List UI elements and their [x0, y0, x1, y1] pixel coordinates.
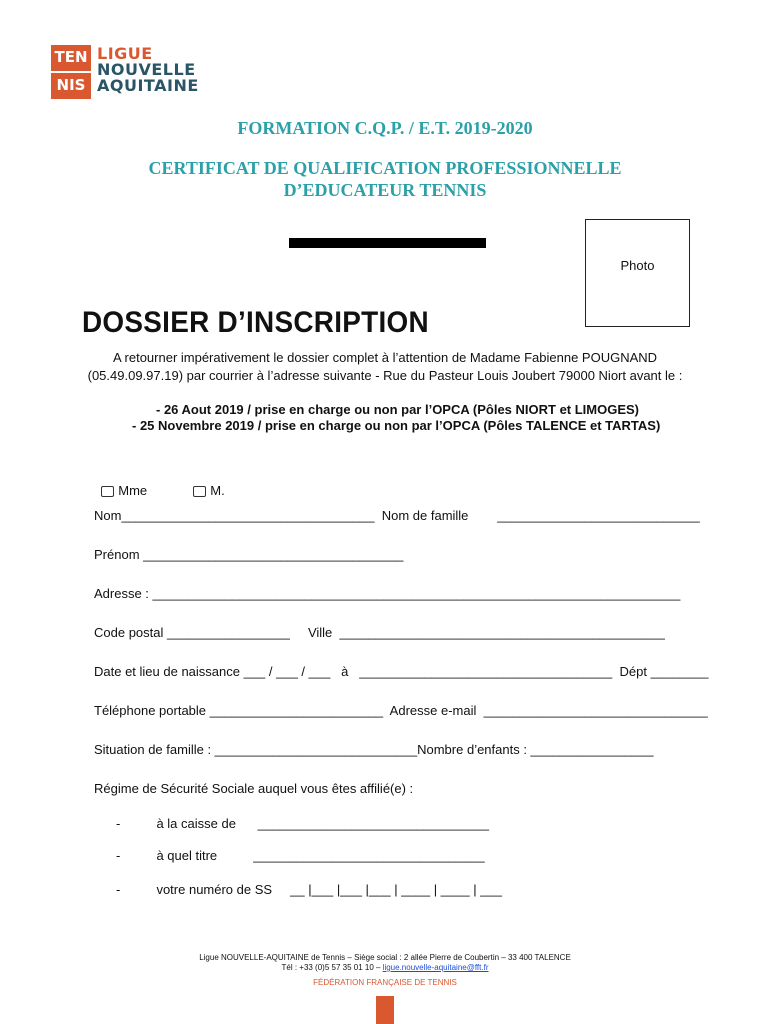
deadline-1: - 26 Aout 2019 / prise en charge ou non par l’OPCA (Pôles NIORT et LIMOGES) — [156, 402, 640, 417]
page-title: DOSSIER D’INSCRIPTION — [82, 306, 429, 339]
adresse-field[interactable]: Adresse : _________________________________________________________________________ — [94, 586, 681, 601]
footer-email-link[interactable]: ligue.nouvelle-aquitaine@fft.fr — [382, 963, 489, 972]
certificate-title-line1: CERTIFICAT DE QUALIFICATION PROFESSIONNELLE — [148, 158, 622, 178]
titre-field[interactable]: - à quel titre ________________________________ — [116, 848, 485, 863]
photo-box[interactable] — [585, 219, 690, 327]
certificate-title-line2: D’EDUCATEUR TENNIS — [283, 180, 487, 200]
footer-contact — [0, 963, 770, 972]
m-label: M. — [210, 483, 225, 498]
nom-field[interactable]: Nom___________________________________ Nom de famille ____________________________ — [94, 508, 700, 523]
photo-label: Photo — [620, 258, 655, 273]
civility-mme[interactable] — [94, 468, 147, 498]
logo-badge — [51, 45, 91, 99]
logo-line-2: NOUVELLE — [97, 60, 196, 79]
mme-checkbox[interactable] — [101, 486, 114, 497]
deadline-2: - 25 Novembre 2019 / prise en charge ou non par l’OPCA (Pôles TALENCE et TARTAS) — [132, 418, 661, 433]
telephone-field[interactable]: Téléphone portable ________________________ Adresse e-mail _______________________________ — [94, 703, 708, 718]
logo-line-1: LIGUE — [97, 44, 153, 63]
logo-badge-top: TEN — [51, 45, 91, 73]
footer-address: Ligue NOUVELLE-AQUITAINE de Tennis – Siège social : 2 allée Pierre de Coubertin – 33 400 TALENCE — [199, 953, 571, 962]
footer-accent — [376, 996, 394, 1024]
formation-title: FORMATION C.Q.P. / E.T. 2019-2020 — [237, 118, 533, 138]
logo-line-3: AQUITAINE — [97, 76, 199, 95]
m-checkbox[interactable] — [193, 486, 206, 497]
logo-wordmark — [97, 46, 199, 94]
regime-label: Régime de Sécurité Sociale auquel vous êtes affilié(e) : — [94, 781, 414, 796]
birth-field[interactable]: Date et lieu de naissance ___ / ___ / ___ à ___________________________________ Dépt ________ — [94, 664, 709, 679]
footer-federation: FÉDÉRATION FRANÇAISE DE TENNIS — [313, 978, 457, 987]
prenom-field[interactable]: Prénom ____________________________________ — [94, 547, 404, 562]
code-postal-field[interactable]: Code postal _________________ Ville _____________________________________________ — [94, 625, 665, 640]
civility-m[interactable] — [186, 468, 225, 498]
ss-number-field[interactable]: - votre numéro de SS __ |___ |___ |___ | ____ | ____ | ___ — [116, 882, 502, 897]
intro-line-1: A retourner impérativement le dossier complet à l’attention de Madame Fabienne POUGNAND — [112, 350, 658, 365]
caisse-field[interactable]: - à la caisse de ________________________________ — [116, 816, 489, 831]
family-field[interactable]: Situation de famille : ____________________________Nombre d’enfants : _________________ — [94, 742, 654, 757]
intro-line-2: (05.49.09.97.19) par courrier à l’adresse suivante - Rue du Pasteur Louis Joubert 79000 Niort avant le : — [87, 368, 683, 383]
mme-label: Mme — [118, 483, 148, 498]
logo-badge-bottom: NIS — [56, 76, 86, 94]
footer-phone: Tél : +33 (0)5 57 35 01 10 – — [281, 963, 383, 972]
redaction-bar — [289, 238, 486, 248]
